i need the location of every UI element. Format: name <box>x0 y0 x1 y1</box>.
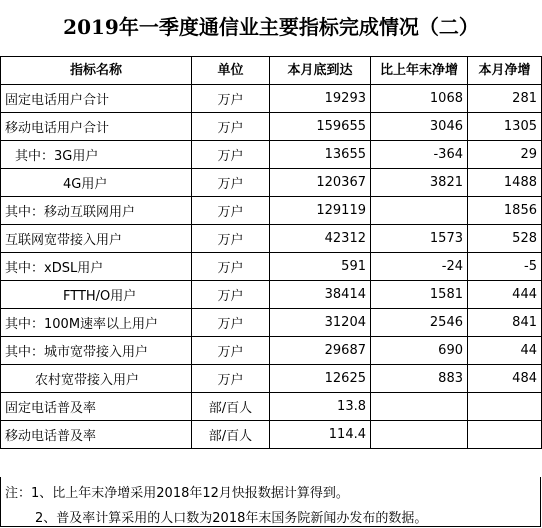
row-unit: 万户 <box>192 365 270 393</box>
row-current: 19293 <box>270 85 371 113</box>
row-name: 固定电话用户合计 <box>1 85 192 113</box>
row-yoy: 1068 <box>371 85 468 113</box>
row-monthly: 841 <box>468 309 542 337</box>
row-current: 12625 <box>270 365 371 393</box>
row-name: 其中：城市宽带接入用户 <box>1 337 192 365</box>
table-row <box>1 197 542 225</box>
footnote-1: 注：1、比上年末净增采用2018年12月快报数据计算得到。 <box>5 486 349 501</box>
row-current: 159655 <box>270 113 371 141</box>
row-unit: 部/百人 <box>192 421 270 449</box>
row-monthly: 1488 <box>468 169 542 197</box>
indicator-table <box>0 56 542 449</box>
row-name: 其中：移动互联网用户 <box>1 197 192 225</box>
row-monthly: 444 <box>468 281 542 309</box>
row-current: 38414 <box>270 281 371 309</box>
report-title: 2019年一季度通信业主要指标完成情况（二） <box>63 15 479 39</box>
row-current: 42312 <box>270 225 371 253</box>
header-monthly: 本月净增 <box>468 57 542 85</box>
row-monthly <box>468 393 542 421</box>
table-row <box>1 309 542 337</box>
row-yoy: -364 <box>371 141 468 169</box>
row-unit: 万户 <box>192 85 270 113</box>
row-unit: 万户 <box>192 141 270 169</box>
row-yoy: 1573 <box>371 225 468 253</box>
row-monthly: 484 <box>468 365 542 393</box>
row-unit: 万户 <box>192 197 270 225</box>
row-current: 120367 <box>270 169 371 197</box>
table-row <box>1 337 542 365</box>
row-unit: 万户 <box>192 281 270 309</box>
row-monthly: 281 <box>468 85 542 113</box>
row-name: 其中：3G用户 <box>1 141 192 169</box>
row-yoy: 2546 <box>371 309 468 337</box>
row-yoy: 690 <box>371 337 468 365</box>
row-unit: 万户 <box>192 225 270 253</box>
row-yoy: 1581 <box>371 281 468 309</box>
row-monthly: 44 <box>468 337 542 365</box>
table-row <box>1 365 542 393</box>
row-name: 移动电话普及率 <box>1 421 192 449</box>
header-row <box>1 57 542 85</box>
row-current: 13655 <box>270 141 371 169</box>
row-monthly: 528 <box>468 225 542 253</box>
row-name: 4G用户 <box>1 169 192 197</box>
table-row <box>1 113 542 141</box>
table-row <box>1 253 542 281</box>
row-unit: 万户 <box>192 253 270 281</box>
row-name: 其中：xDSL用户 <box>1 253 192 281</box>
row-unit: 万户 <box>192 337 270 365</box>
table-row <box>1 85 542 113</box>
row-yoy: 883 <box>371 365 468 393</box>
row-unit: 万户 <box>192 113 270 141</box>
row-current: 114.4 <box>270 421 371 449</box>
row-yoy: 3046 <box>371 113 468 141</box>
table-row <box>1 141 542 169</box>
header-unit: 单位 <box>192 57 270 85</box>
row-monthly: 1856 <box>468 197 542 225</box>
row-name: 移动电话用户合计 <box>1 113 192 141</box>
table-row <box>1 421 542 449</box>
header-current: 本月底到达 <box>270 57 371 85</box>
row-name: 其中：100M速率以上用户 <box>1 309 192 337</box>
row-yoy <box>371 393 468 421</box>
row-monthly: 1305 <box>468 113 542 141</box>
row-monthly: 29 <box>468 141 542 169</box>
table-row <box>1 393 542 421</box>
table-row <box>1 225 542 253</box>
row-current: 31204 <box>270 309 371 337</box>
row-unit: 万户 <box>192 309 270 337</box>
row-current: 13.8 <box>270 393 371 421</box>
row-current: 129119 <box>270 197 371 225</box>
row-unit: 万户 <box>192 169 270 197</box>
header-indicator: 指标名称 <box>1 57 192 85</box>
row-monthly <box>468 421 542 449</box>
row-unit: 部/百人 <box>192 393 270 421</box>
row-yoy <box>371 197 468 225</box>
row-name: 互联网宽带接入用户 <box>1 225 192 253</box>
row-current: 29687 <box>270 337 371 365</box>
row-yoy <box>371 421 468 449</box>
table-row <box>1 169 542 197</box>
footnotes <box>0 477 541 527</box>
row-name: 农村宽带接入用户 <box>1 365 192 393</box>
footnote-2: 2、普及率计算采用的人口数为2018年末国务院新闻办发布的数据。 <box>35 511 428 526</box>
row-yoy: -24 <box>371 253 468 281</box>
row-name: FTTH/O用户 <box>1 281 192 309</box>
row-name: 固定电话普及率 <box>1 393 192 421</box>
table-row <box>1 281 542 309</box>
header-yoy: 比上年末净增 <box>371 57 468 85</box>
row-monthly: -5 <box>468 253 542 281</box>
row-yoy: 3821 <box>371 169 468 197</box>
row-current: 591 <box>270 253 371 281</box>
